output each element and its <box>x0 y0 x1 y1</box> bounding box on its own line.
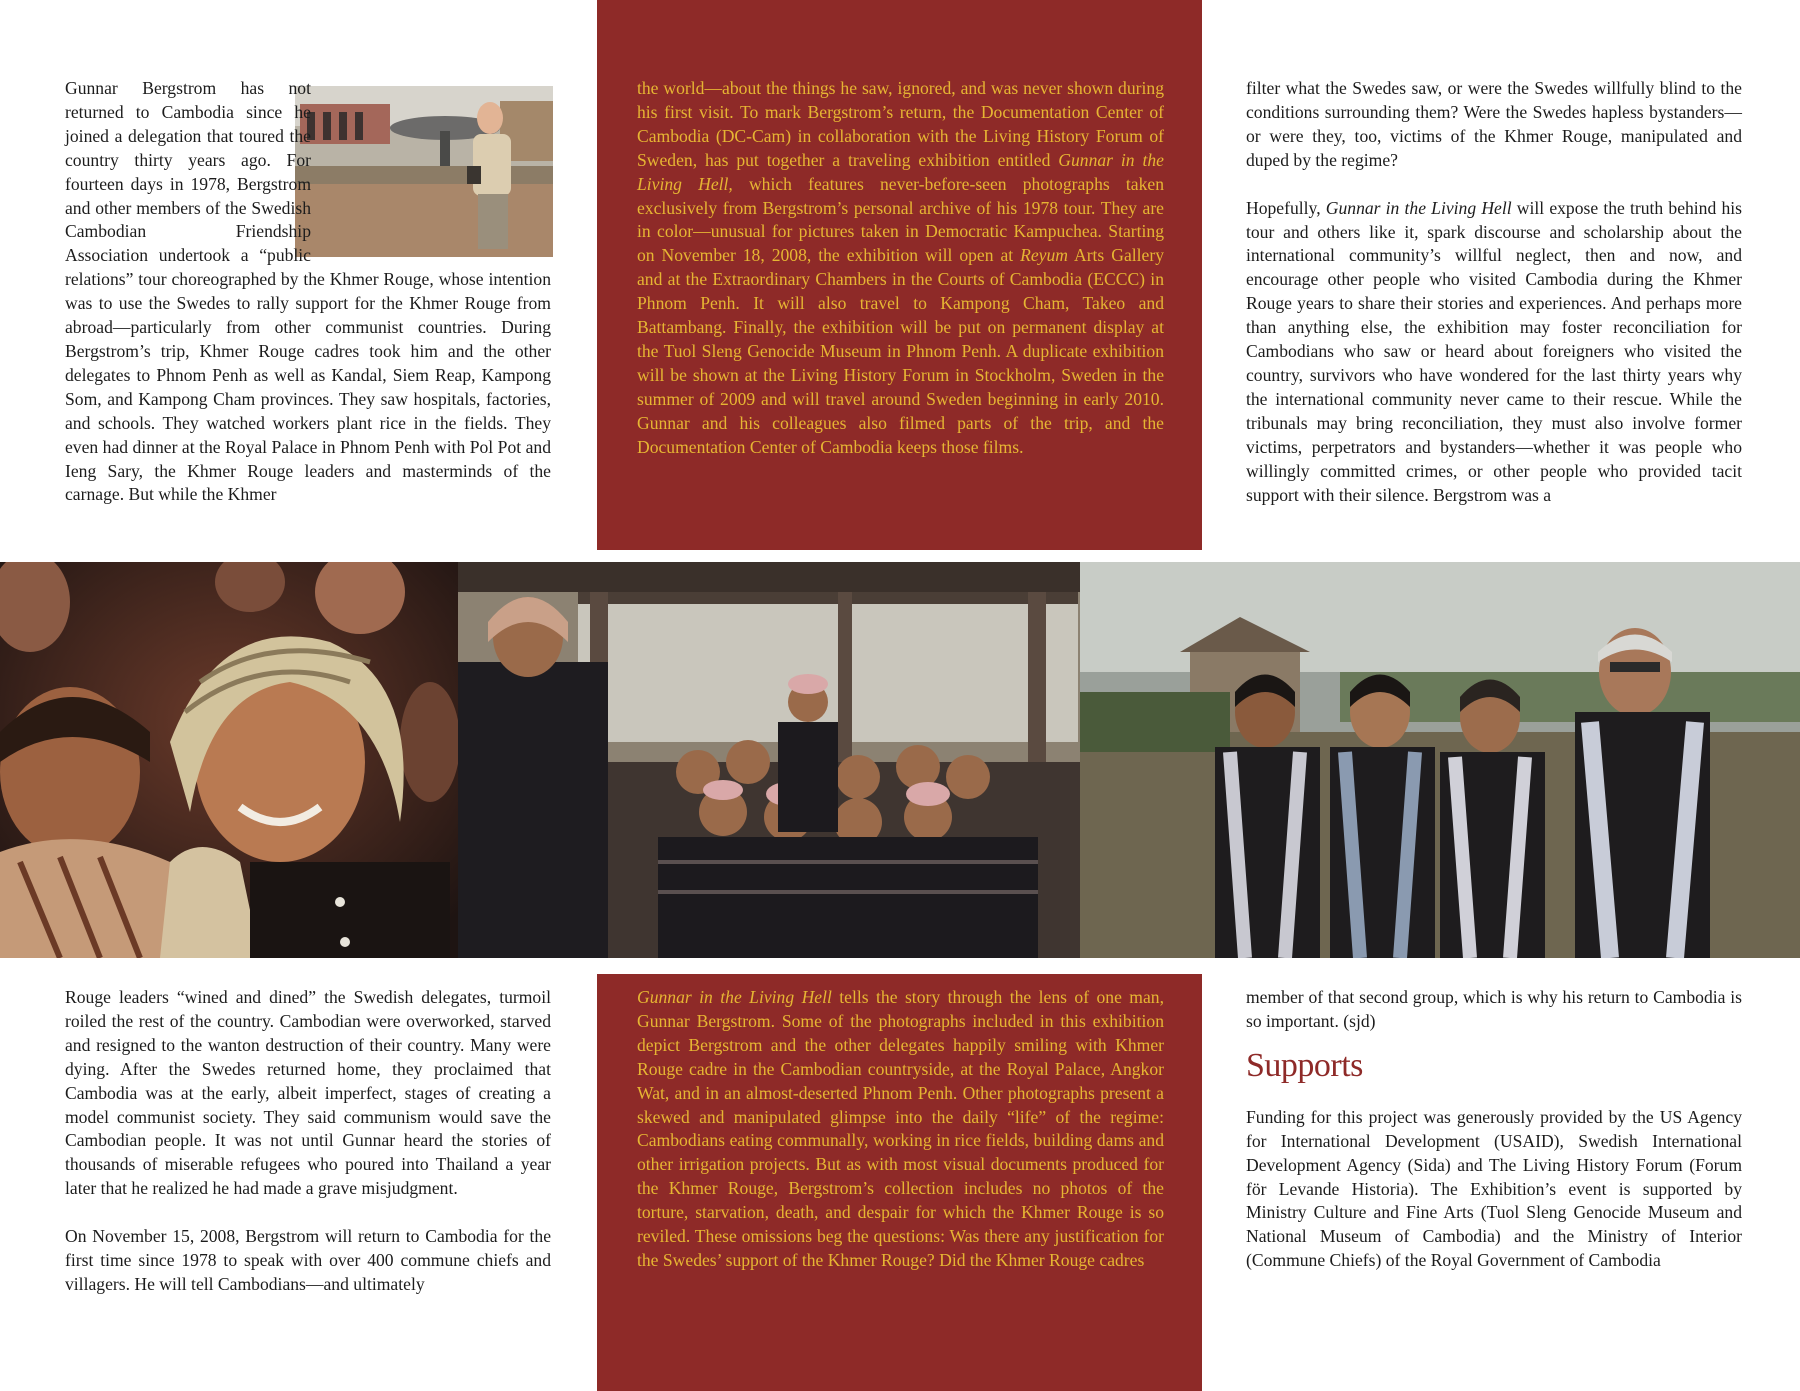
exhibition-paragraph: the world—about the things he saw, ignored, and was never shown during his first visit. To mark Bergstrom’s return, the Documentation Center of Cambodia (DC-Cam) in collaboration with the Living History Forum of Sweden, has put together a traveling exhibition entitled Gunnar in the Living Hell, which features never-before-seen photographs taken exclusively from Bergstrom’s personal archive of his 1978 tour. They are in color—unusual for pictures taken in Democratic Kampuchea. Starting on November 18, 2008, the exhibition will open at Reyum Arts Gallery and at the Extraordinary Chambers in the Courts of Cambodia (ECCC) in Phnom Penh. It will also travel to Kampong Cham, Takeo and Battambang. Finally, the exhibition will be put on permanent display at the Tuol Sleng Genocide Museum in Phnom Penh. A duplicate exhibition will be shown at the Living History Forum in Stockholm, Sweden in the summer of 2009 and will travel around Sweden beginning in early 2010. Gunnar and his colleagues also filmed parts of the trip, and the Documentation Center of Cambodia keeps those films. <box>637 78 1164 457</box>
photo-strip <box>0 562 1800 958</box>
column-3-top-text <box>1246 77 1742 507</box>
reyum-name: Reyum <box>1020 245 1068 266</box>
column-2-top-text <box>637 77 1164 460</box>
funding-paragraph: Funding for this project was generously provided by the US Agency for International Development (USAID), Swedish International Development Agency (Sida) and The Living History Forum (Forum för Levande Historia). The Exhibition’s event is supported by Ministry Culture and Fine Arts (Tuol Sleng Genocide Museum and National Museum of Cambodia) and the Ministry of Interior (Commune Chiefs) of the Royal Government of Cambodia <box>1246 1106 1742 1271</box>
column-1-bottom-text <box>65 986 551 1297</box>
photo-four-adults <box>1080 562 1800 958</box>
hopefully-paragraph: Hopefully, Gunnar in the Living Hell will expose the truth behind his tour and others like it, spark discourse and scholarship about the international community’s willful neglect, then and now, and encourage other people who visited Cambodia during the Khmer Rouge years to share their stories and experiences. And perhaps more than anything else, the exhibition may foster reconciliation for Cambodians who saw or heard about foreigners who visited the country, survivors who have wondered for the last thirty years why the international community never came to their rescue. While the tribunals may bring reconciliation, they must also involve former victims, perpetrators and bystanders—whether it was people who willingly committed crimes, or other people who provided tacit support with their silence. Bergstrom was a <box>1246 197 1742 505</box>
supports-heading: Supports <box>1246 1046 1363 1084</box>
photo-children-group <box>458 562 1080 958</box>
story-paragraph: Gunnar in the Living Hell tells the story through the lens of one man, Gunnar Bergstrom. Some of the photographs included in this exhibition depict Bergstrom and the other delegates happily smiling with Khmer Rouge cadre in the Cambodian countryside, at the Royal Palace, Angkor Wat, and in an almost-deserted Phnom Penh. Other photographs present a skewed and manipulated glimpse into the daily “life” of the regime: Cambodians eating communally, working in rice fields, building dams and other irrigation projects. But as with most visual documents produced for the Khmer Rouge, Bergstrom’s collection includes no photos of the torture, starvation, death, and despair for which the Khmer Rouge is so reviled. These omissions beg the questions: Was there any justification for the Swedes’ support of the Khmer Rouge? Did the Khmer Rouge cadres <box>637 987 1164 1270</box>
exhibition-title: Gunnar in the Living Hell <box>1325 197 1512 218</box>
photo-smiling-girls <box>0 562 458 958</box>
exhibition-title: Gunnar in the Living Hell <box>637 987 832 1007</box>
wined-dined-paragraph: Rouge leaders “wined and dined” the Swedish delegates, turmoil roiled the rest of the country. Cambodian were overworked, starved and resigned to the wanton destruction of their country. Many were dying. After the Swedes returned home, they proclaimed that Cambodia was at the early, albeit imperfect, stages of creating a model communist society. They said communism would save the Cambodian people. It was not until Gunnar heard the stories of thousands of miserable refugees who poured into Thailand a year later that he realized he had made a grave misjudgment. <box>65 987 551 1199</box>
column-1-top-text <box>65 77 551 507</box>
column-3-bottom-text <box>1246 986 1742 1273</box>
second-group-paragraph: member of that second group, which is why his return to Cambodia is so important. (sjd) <box>1246 987 1742 1031</box>
intro-paragraph: Gunnar Bergstrom has not returned to Cambodia since he joined a delegation that toured the country thirty years ago. For fourteen days in 1978, Bergstrom and other members of the Swedish Cambodian Friendship Association undertook a “public relations” tour choreographed by the Khmer Rouge, whose intention was to use the Swedes to rally support for the Khmer Rouge from abroad—particularly from other communist countries. During Bergstrom’s trip, Khmer Rouge cadres took him and the other delegates to Phnom Penh as well as Kandal, Siem Reap, Kampong Som, and Kampong Cham provinces. They saw hospitals, factories, and schools. They watched workers plant rice in the fields. They even had dinner at the Royal Palace in Phnom Penh with Pol Pot and Ieng Sary, the Khmer Rouge leaders and masterminds of the carnage. But while the Khmer <box>65 78 551 505</box>
portrait-float-spacer <box>311 77 551 259</box>
column-2-bottom-text <box>637 986 1164 1273</box>
questions-paragraph: filter what the Swedes saw, or were the Swedes willfully blind to the conditions surrounding them? Were the Swedes hapless bystanders—or were they, too, victims of the Khmer Rouge, manipulated and duped by the regime? <box>1246 78 1742 170</box>
exhibition-title: Gunnar in the Living Hell, <box>637 149 1164 194</box>
return-paragraph: On November 15, 2008, Bergstrom will return to Cambodia for the first time since 1978 to speak with over 400 commune chiefs and villagers. He will tell Cambodians—and ultimately <box>65 1226 551 1294</box>
